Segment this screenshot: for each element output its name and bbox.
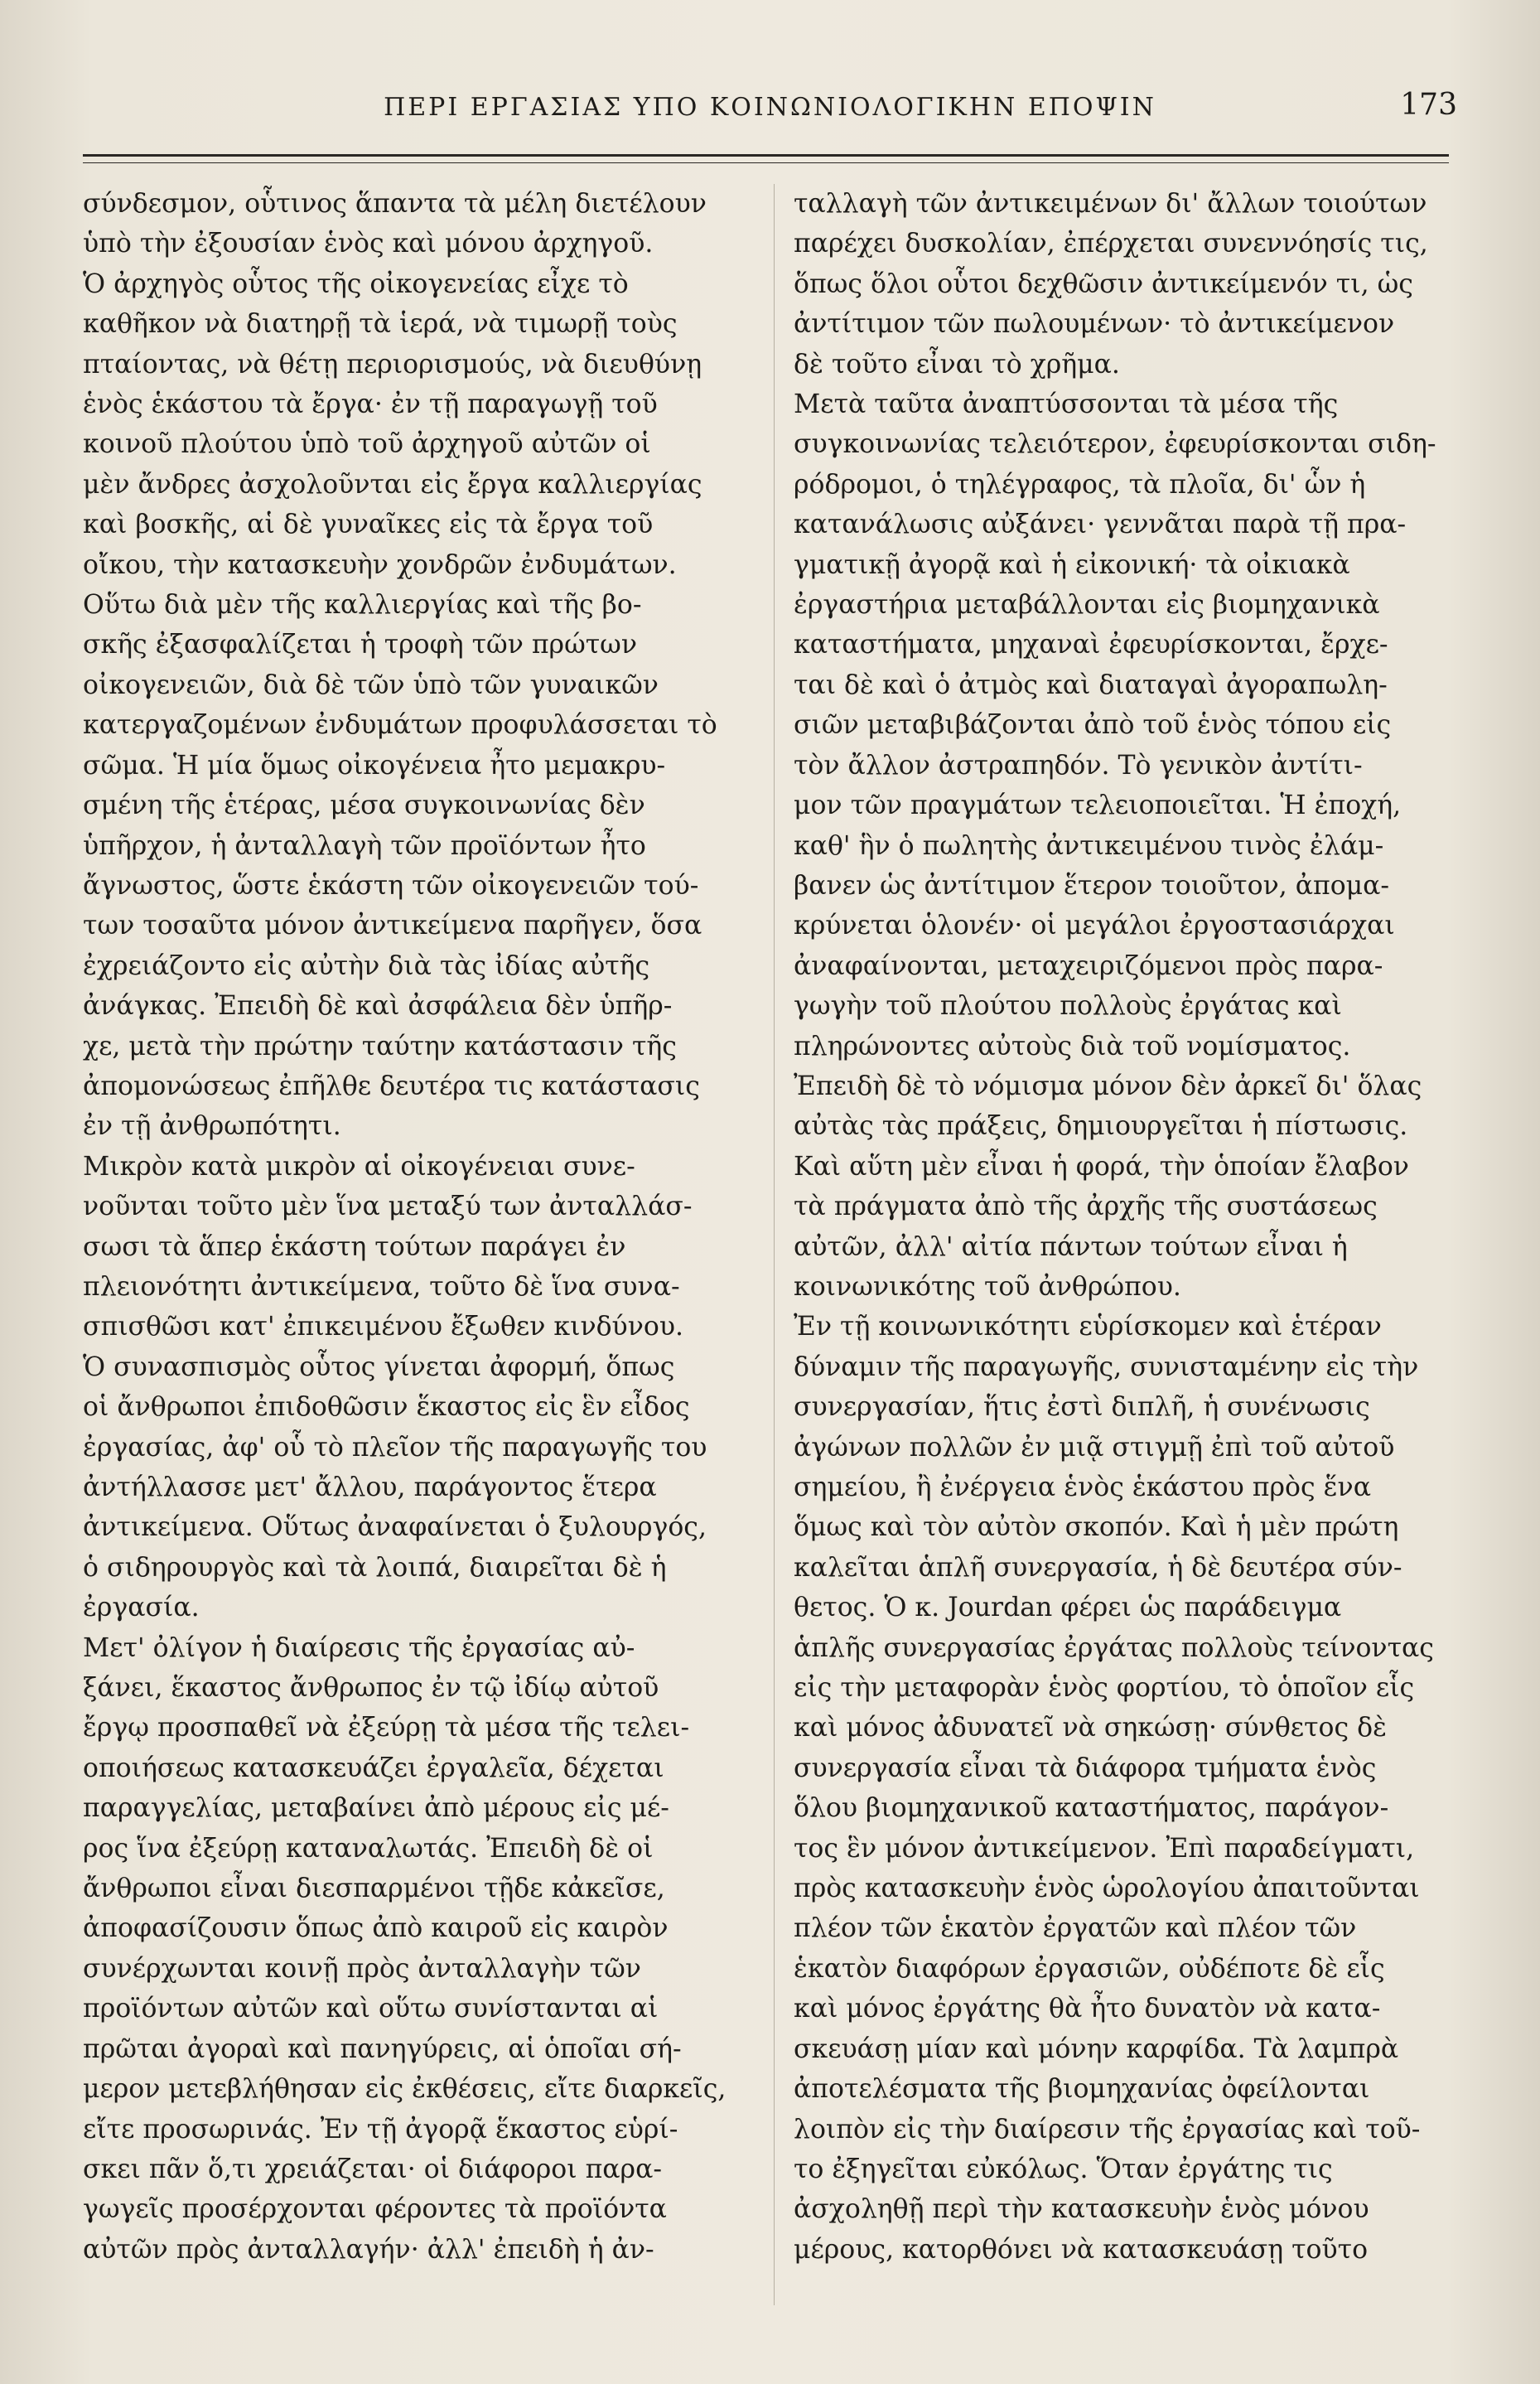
text-line: σκευάσῃ μίαν καὶ μόνην καρφίδα. Τὰ λαμπρὰ [794, 2033, 1399, 2064]
text-line: κοινωνικότης τοῦ ἀνθρώπου. [794, 1271, 1181, 1302]
text-line: δὲ τοῦτο εἶναι τὸ χρῆμα. [794, 349, 1120, 380]
text-line: ἀγώνων πολλῶν ἐν μιᾷ στιγμῇ ἐπὶ τοῦ αὐτοῦ [794, 1432, 1395, 1463]
text-line: συγκοινωνίας τελειότερον, ἐφευρίσκονται σιδη- [794, 429, 1436, 460]
text-line: κρύνεται ὁλονέν· οἱ μεγάλοι ἐργοστασιάρχαι [794, 911, 1395, 941]
text-line: παρέχει δυσκολίαν, ἐπέρχεται συνεννόησίς τις, [794, 229, 1428, 259]
text-line: καθῆκον νὰ διατηρῇ τὰ ἱερά, νὰ τιμωρῇ τοὺς [83, 309, 678, 340]
text-line: κατεργαζομένων ἐνδυμάτων προφυλάσσεται τὸ [83, 710, 717, 741]
text-line: εἴτε προσωρινάς. Ἐν τῇ ἀγορᾷ ἕκαστος εὑρί- [83, 2114, 678, 2145]
text-line: ὅλου βιομηχανικοῦ καταστήματος, παράγον- [794, 1793, 1389, 1824]
text-line: σκῆς ἐξασφαλίζεται ἡ τροφὴ τῶν πρώτων [83, 630, 638, 660]
text-line: καὶ βοσκῆς, αἱ δὲ γυναῖκες εἰς τὰ ἔργα τοῦ [83, 510, 654, 540]
text-line: σμένη τῆς ἑτέρας, μέσα συγκοινωνίας δὲν [83, 791, 645, 821]
text-line: Ἐπειδὴ δὲ τὸ νόμισμα μόνον δὲν ἀρκεῖ δι' ὅλας [794, 1071, 1422, 1101]
text-line: ἀναφαίνονται, μεταχειριζόμενοι πρὸς παρα- [794, 950, 1383, 981]
text-line: πταίοντας, νὰ θέτῃ περιορισμούς, νὰ διευθύνῃ [83, 349, 702, 380]
text-line: κατανάλωσις αὐξάνει· γεννᾶται παρὰ τῇ πρα- [794, 510, 1407, 540]
text-line: δύναμιν τῆς παραγωγῆς, συνισταμένην εἰς τὴν [794, 1352, 1419, 1382]
text-line: γωγὴν τοῦ πλούτου πολλοὺς ἐργάτας καὶ [794, 991, 1342, 1022]
text-line: Ἐν τῇ κοινωνικότητι εὑρίσκομεν καὶ ἑτέραν [794, 1312, 1382, 1342]
text-line: ἐργασία. [83, 1593, 200, 1623]
text-line: γματικῇ ἀγορᾷ καὶ ἡ εἰκονική· τὰ οἰκιακὰ [794, 549, 1350, 580]
text-line: οποιήσεως κατασκευάζει ἐργαλεῖα, δέχεται [83, 1753, 664, 1783]
text-line: παραγγελίας, μεταβαίνει ἀπὸ μέρους εἰς μέ- [83, 1793, 669, 1824]
text-line: Ὁ συνασπισμὸς οὗτος γίνεται ἀφορμή, ὅπως [83, 1352, 675, 1382]
text-line: ἐν τῇ ἀνθρωπότητι. [83, 1111, 341, 1142]
text-line: καλεῖται ἁπλῆ συνεργασία, ἡ δὲ δευτέρα σύν- [794, 1552, 1402, 1583]
text-line: κοινοῦ πλούτου ὑπὸ τοῦ ἀρχηγοῦ αὐτῶν οἱ [83, 429, 651, 460]
text-line: ὅμως καὶ τὸν αὐτὸν σκοπόν. Καὶ ἡ μὲν πρώτη [794, 1512, 1399, 1543]
text-line: ἑνὸς ἑκάστου τὰ ἔργα· ἐν τῇ παραγωγῇ τοῦ [83, 389, 658, 420]
text-line: ἄνθρωποι εἶναι διεσπαρμένοι τῇδε κἀκεῖσε, [83, 1874, 665, 1904]
text-line: οἰκογενειῶν, διὰ δὲ τῶν ὑπὸ τῶν γυναικῶν [83, 670, 659, 700]
text-line: συνέρχωνται κοινῇ πρὸς ἀνταλλαγὴν τῶν [83, 1953, 641, 1984]
text-line: σημείου, ἢ ἐνέργεια ἑνὸς ἑκάστου πρὸς ἕνα [794, 1472, 1371, 1502]
text-line: ἀποτελέσματα τῆς βιομηχανίας ὀφείλονται [794, 2074, 1370, 2105]
text-line: ἀντήλλασσε μετ' ἄλλου, παράγοντος ἕτερα [83, 1472, 657, 1502]
text-line: αὐτῶν, ἀλλ' αἰτία πάντων τούτων εἶναι ἡ [794, 1231, 1348, 1262]
column-divider [774, 184, 775, 2305]
text-line: πλειονότητι ἀντικείμενα, τοῦτο δὲ ἵνα συνα- [83, 1271, 680, 1302]
text-line: ἐργασίας, ἀφ' οὗ τὸ πλεῖον τῆς παραγωγῆς του [83, 1432, 707, 1463]
text-line: μερον μετεβλήθησαν εἰς ἐκθέσεις, εἴτε διαρκεῖς, [83, 2074, 727, 2105]
text-line: μον τῶν πραγμάτων τελειοποιεῖται. Ἡ ἐποχή, [794, 791, 1402, 821]
text-line: ὁ σιδηρουργὸς καὶ τὰ λοιπά, διαιρεῖται δὲ ἡ [83, 1552, 667, 1583]
text-line: ρος ἵνα ἐξεύρῃ καταναλωτάς. Ἐπειδὴ δὲ οἱ [83, 1833, 654, 1864]
text-line: σπισθῶσι κατ' ἐπικειμένου ἔξωθεν κινδύνου. [83, 1312, 683, 1342]
text-line: πρὸς κατασκευὴν ἑνὸς ὡρολογίου ἀπαιτοῦνται [794, 1874, 1420, 1904]
text-line: συνεργασίαν, ἥτις ἐστὶ διπλῆ, ἡ συνένωσις [794, 1392, 1370, 1423]
text-line: ἑκατὸν διαφόρων ἐργασιῶν, οὐδέποτε δὲ εἷς [794, 1953, 1385, 1984]
text-line: ἔργῳ προσπαθεῖ νὰ ἐξεύρῃ τὰ μέσα τῆς τελει- [83, 1713, 690, 1743]
text-line: ὑπὸ τὴν ἐξουσίαν ἑνὸς καὶ μόνου ἀρχηγοῦ. [83, 229, 654, 259]
text-line: ἀνάγκας. Ἐπειδὴ δὲ καὶ ἀσφάλεια δὲν ὑπῆρ- [83, 991, 673, 1022]
text-line: οἴκου, τὴν κατασκευὴν χονδρῶν ἐνδυμάτων. [83, 549, 677, 580]
text-line: μέρους, κατορθόνει νὰ κατασκευάσῃ τοῦτο [794, 2234, 1369, 2265]
text-line: ὑπῆρχον, ἡ ἀνταλλαγὴ τῶν προϊόντων ἦτο [83, 830, 646, 861]
text-line: προϊόντων αὐτῶν καὶ οὕτω συνίστανται αἱ [83, 1994, 659, 2024]
text-line: ἀντίτιμον τῶν πωλουμένων· τὸ ἀντικείμενον [794, 309, 1395, 340]
text-line: γωγεῖς προσέρχονται φέροντες τὰ προϊόντα [83, 2194, 667, 2225]
text-line: καθ' ἣν ὁ πωλητὴς ἀντικειμένου τινὸς ἐλάμ- [794, 830, 1384, 861]
text-line: το ἐξηγεῖται εὐκόλως. Ὅταν ἐργάτης τις [794, 2154, 1333, 2184]
text-line: ἀσχοληθῇ περὶ τὴν κατασκευὴν ἑνὸς μόνου [794, 2194, 1369, 2225]
text-line: ἀπομονώσεως ἐπῆλθε δευτέρα τις κατάστασις [83, 1071, 700, 1101]
text-line: αὐτὰς τὰς πράξεις, δημιουργεῖται ἡ πίστωσις. [794, 1111, 1408, 1142]
text-line: ὅπως ὅλοι οὗτοι δεχθῶσιν ἀντικείμενόν τι, ὡς [794, 268, 1413, 299]
text-line: πρῶται ἀγοραὶ καὶ πανηγύρεις, αἱ ὁποῖαι σή- [83, 2033, 682, 2064]
text-line: Ὁ ἀρχηγὸς οὗτος τῆς οἰκογενείας εἶχε τὸ [83, 268, 629, 299]
text-line: σκει πᾶν ὅ,τι χρειάζεται· οἱ διάφοροι παρα- [83, 2154, 662, 2184]
text-line: βανεν ὡς ἀντίτιμον ἕτερον τοιοῦτον, ἀπομα- [794, 870, 1390, 901]
text-line: λοιπὸν εἰς τὴν διαίρεσιν τῆς ἐργασίας καὶ τοῦ- [794, 2114, 1421, 2145]
text-line: Οὕτω διὰ μὲν τῆς καλλιεργίας καὶ τῆς βο- [83, 590, 642, 621]
text-line: Μετ' ὀλίγον ἡ διαίρεσις τῆς ἐργασίας αὐ- [83, 1632, 635, 1663]
text-line: των τοσαῦτα μόνον ἀντικείμενα παρῆγεν, ὅσα [83, 911, 702, 941]
text-line: σῶμα. Ἡ μία ὅμως οἰκογένεια ἦτο μεμακρυ- [83, 750, 666, 781]
text-line: εἰς τὴν μεταφορὰν ἑνὸς φορτίου, τὸ ὁποῖον εἷς [794, 1673, 1415, 1704]
text-line: ρόδρομοι, ὁ τηλέγραφος, τὰ πλοῖα, δι' ὧν ἡ [794, 469, 1366, 500]
text-line: ἄγνωστος, ὥστε ἑκάστη τῶν οἰκογενειῶν τού- [83, 870, 699, 901]
text-line: καταστήματα, μηχαναὶ ἐφευρίσκονται, ἔρχε- [794, 630, 1388, 660]
text-line: ἀποφασίζουσιν ὅπως ἀπὸ καιροῦ εἰς καιρὸν [83, 1913, 669, 1944]
text-line: Μετὰ ταῦτα ἀναπτύσσονται τὰ μέσα τῆς [794, 389, 1339, 420]
text-line: σύνδεσμον, οὗτινος ἅπαντα τὰ μέλη διετέλουν [83, 189, 707, 219]
text-line: καὶ μόνος ἀδυνατεῖ νὰ σηκώσῃ· σύνθετος δὲ [794, 1713, 1388, 1743]
text-line: σιῶν μεταβιβάζονται ἀπὸ τοῦ ἑνὸς τόπου εἰς [794, 710, 1392, 741]
text-line: ἐργαστήρια μεταβάλλονται εἰς βιομηχανικὰ [794, 590, 1380, 621]
page-number: 173 [1400, 88, 1457, 122]
text-line: ἀντικείμενα. Οὕτως ἀναφαίνεται ὁ ξυλουργός, [83, 1512, 707, 1543]
text-line: συνεργασία εἶναι τὰ διάφορα τμήματα ἑνὸς [794, 1753, 1377, 1783]
text-line: ξάνει, ἕκαστος ἄνθρωπος ἐν τῷ ἰδίῳ αὐτοῦ [83, 1673, 659, 1704]
text-line: χε, μετὰ τὴν πρώτην ταύτην κατάστασιν τῆς [83, 1031, 677, 1061]
text-line: τὸν ἄλλον ἀστραπηδόν. Τὸ γενικὸν ἀντίτι- [794, 750, 1363, 781]
text-line: πληρώνοντες αὐτοὺς διὰ τοῦ νομίσματος. [794, 1031, 1351, 1061]
text-line: ἁπλῆς συνεργασίας ἐργάτας πολλοὺς τείνοντας [794, 1632, 1434, 1663]
running-head: ΠΕΡΙ ΕΡΓΑΣΙΑΣ ΥΠΟ ΚΟΙΝΩΝΙΟΛΟΓΙΚΗΝ ΕΠΟΨΙΝ [384, 93, 1156, 122]
text-line: ἐχρειάζοντο εἰς αὐτὴν διὰ τὰς ἰδίας αὐτῆς [83, 950, 650, 981]
text-line: τος ἓν μόνον ἀντικείμενον. Ἐπὶ παραδείγματι, [794, 1833, 1415, 1864]
text-line: νοῦνται τοῦτο μὲν ἵνα μεταξύ των ἀνταλλάσ- [83, 1192, 693, 1222]
text-line: μὲν ἄνδρες ἀσχολοῦνται εἰς ἔργα καλλιεργίας [83, 469, 702, 500]
text-line: αὐτῶν πρὸς ἀνταλλαγήν· ἀλλ' ἐπειδὴ ἡ ἀν- [83, 2234, 654, 2265]
header-rule-thin [83, 162, 1449, 163]
text-line: Καὶ αὕτη μὲν εἶναι ἡ φορά, τὴν ὁποίαν ἔλαβον [794, 1151, 1409, 1182]
text-line: ταλλαγὴ τῶν ἀντικειμένων δι' ἄλλων τοιούτων [794, 189, 1427, 219]
text-line: πλέον τῶν ἑκατὸν ἐργατῶν καὶ πλέον τῶν [794, 1913, 1357, 1944]
text-line: σωσι τὰ ἅπερ ἑκάστη τούτων παράγει ἐν [83, 1231, 626, 1262]
header-rule [83, 154, 1449, 157]
text-line: καὶ μόνος ἐργάτης θὰ ἦτο δυνατὸν νὰ κατα- [794, 1994, 1381, 2024]
text-line: θετος. Ὁ κ. Jourdan φέρει ὡς παράδειγμα [794, 1593, 1342, 1623]
right-column [794, 184, 1456, 2270]
page-header [83, 83, 1457, 141]
text-line: ται δὲ καὶ ὁ ἀτμὸς καὶ διαταγαὶ ἀγοραπωλη- [794, 670, 1388, 700]
text-line: οἱ ἄνθρωποι ἐπιδοθῶσιν ἕκαστος εἰς ἓν εἶδος [83, 1392, 690, 1423]
text-line: τὰ πράγματα ἀπὸ τῆς ἀρχῆς τῆς συστάσεως [794, 1192, 1378, 1222]
text-line: Μικρὸν κατὰ μικρὸν αἱ οἰκογένειαι συνε- [83, 1151, 635, 1182]
left-column [83, 184, 754, 2270]
